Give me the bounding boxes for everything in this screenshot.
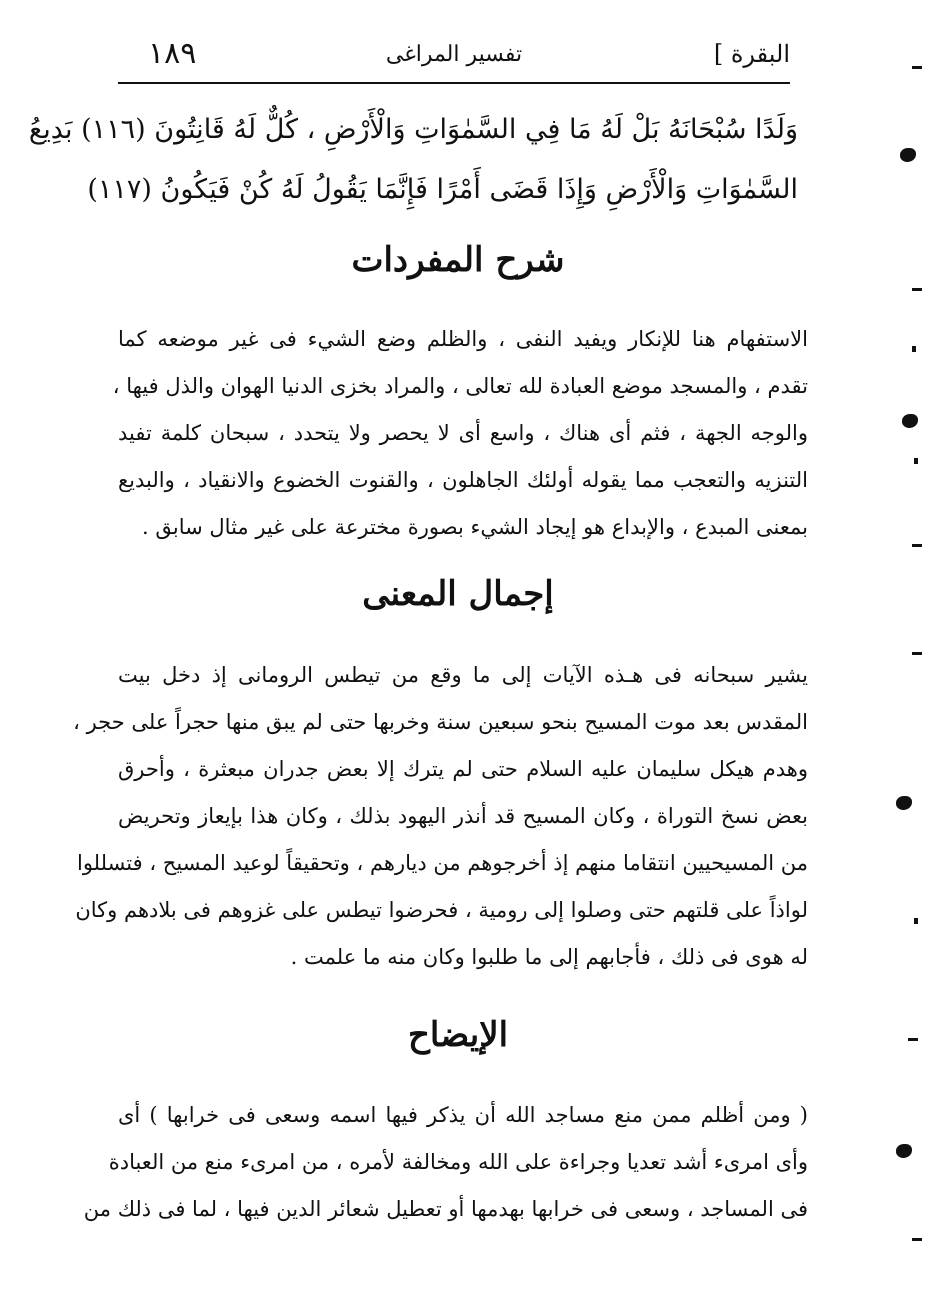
paragraph-line: الاستفهام هنا للإنكار ويفيد النفى ، والظلم وضع الشيء فى غير موضعه كما <box>118 327 808 351</box>
paragraph-line: بعض نسخ التوراة ، وكان المسيح قد أنذر اليهود بذلك ، وكان هذا بإيعاز وتحريض <box>118 804 808 828</box>
paragraph-line: من المسيحيين انتقاما منهم إذ أخرجوهم من ديارهم ، وتحقيقاً لوعيد المسيح ، فتسللوا <box>76 851 808 875</box>
page-number: ١٨٩ <box>148 36 197 71</box>
margin-mark <box>912 1238 922 1241</box>
paragraph-line: يشير سبحانه فى هـذه الآيات إلى ما وقع من تيطس الرومانى إذ دخل بيت <box>118 663 808 687</box>
paragraph-line: وأى امرىء أشد تعديا وجراءة على الله ومخالفة لأمره ، من امرىء منع من العبادة <box>108 1150 808 1174</box>
margin-blot <box>896 796 912 810</box>
paragraph-line: ( ومن أظلم ممن منع مساجد الله أن يذكر فيها اسمه وسعى فى خرابها ) أى <box>118 1103 808 1127</box>
margin-mark <box>912 346 916 352</box>
margin-blot <box>896 1144 912 1158</box>
paragraph-line: له هوى فى ذلك ، فأجابهم إلى ما طلبوا وكان منه ما علمت . <box>290 945 808 969</box>
book-title: تفسير المراغى <box>385 42 523 67</box>
paragraph-line: وهدم هيكل سليمان عليه السلام حتى لم يترك إلا بعض جدران مبعثرة ، وأحرق <box>118 757 808 781</box>
margin-blot <box>902 414 918 428</box>
summary-heading: إجمال المعنى <box>362 574 554 614</box>
margin-mark <box>914 458 918 464</box>
margin-mark <box>912 544 922 547</box>
margin-mark <box>912 66 922 69</box>
paragraph-line: المقدس بعد موت المسيح بنحو سبعين سنة وخربها حتى لم يبق منها حجراً على حجر ، <box>73 710 808 734</box>
margin-blot <box>900 148 916 162</box>
explanation-heading: الإيضاح <box>407 1015 509 1055</box>
quran-verse <box>28 100 798 220</box>
paragraph-line: لواذاً على قلتهم حتى وصلوا إلى رومية ، فحرضوا تيطس على غزوهم فى بلادهم وكان <box>75 898 808 922</box>
paragraph-line: بمعنى المبدع ، والإبداع هو إيجاد الشيء بصورة مخترعة على غير مثال سابق . <box>142 515 808 539</box>
paragraph-line: التنزيه والتعجب مما يقوله أولئك الجاهلون ، والقنوت الخضوع والانقياد ، والبديع <box>118 468 808 492</box>
summary-paragraph <box>73 652 808 981</box>
paragraph-line: والوجه الجهة ، فثم أى هناك ، واسع أى لا يحصر ولا يتحدد ، سبحان كلمة تفيد <box>118 421 808 445</box>
surah-name: البقرة ] <box>713 40 790 68</box>
verse-line: وَلَدًا سُبْحَانَهُ بَلْ لَهُ مَا فِي السَّمٰوَاتِ وَالْأَرْضِ ، كُلٌّ لَهُ قَانِتُونَ (١١٦) بَدِيعُ <box>28 114 798 145</box>
margin-mark <box>914 918 918 924</box>
vocab-paragraph <box>112 316 808 551</box>
margin-mark <box>912 288 922 291</box>
explanation-paragraph <box>83 1092 808 1233</box>
paragraph-line: تقدم ، والمسجد موضع العبادة لله تعالى ، والمراد بخزى الدنيا الهوان والذل فيها ، <box>112 374 808 398</box>
vocab-heading: شرح المفردات <box>351 240 565 280</box>
header-rule <box>118 82 790 84</box>
verse-line: السَّمٰوَاتِ وَالْأَرْضِ وَإِذَا قَضَى أَمْرًا فَإِنَّمَا يَقُولُ لَهُ كُنْ فَيَكُونُ (١١٧) <box>87 174 798 205</box>
running-header <box>118 34 790 84</box>
margin-mark <box>908 1038 918 1041</box>
paragraph-line: فى المساجد ، وسعى فى خرابها بهدمها أو تعطيل شعائر الدين فيها ، لما فى ذلك من <box>83 1197 808 1221</box>
margin-mark <box>912 652 922 655</box>
